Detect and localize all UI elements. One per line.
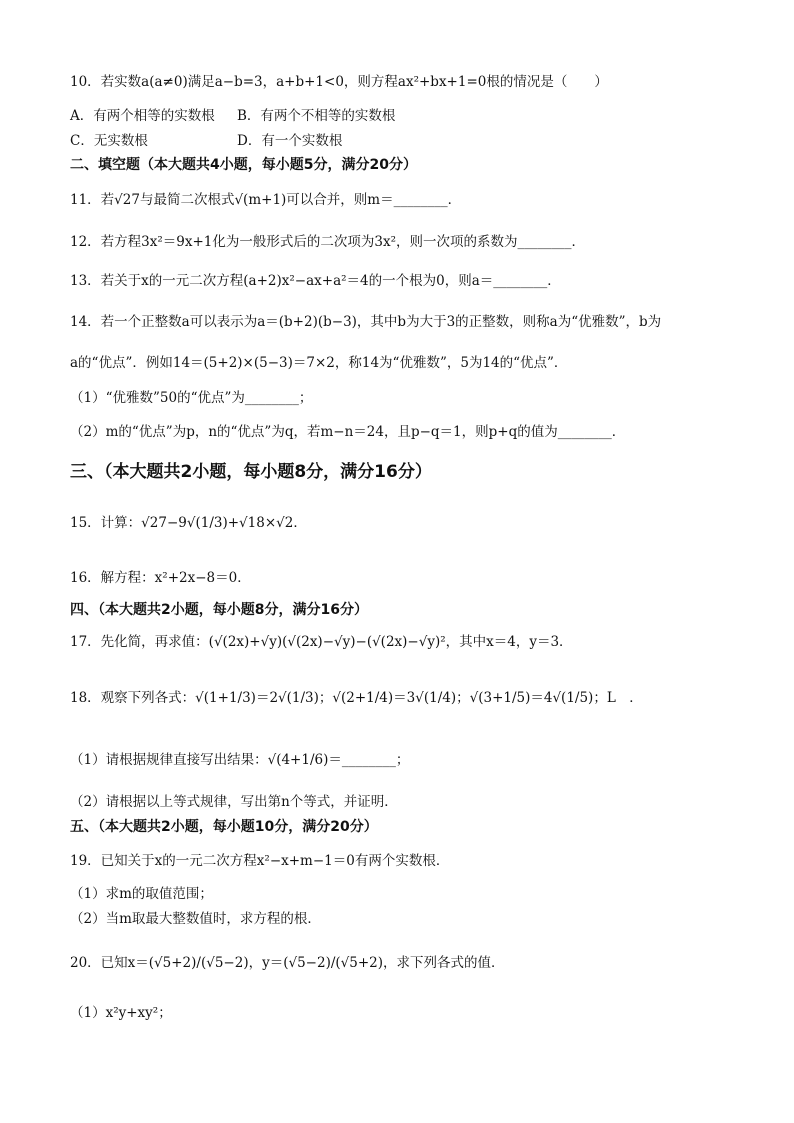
section-5-heading: 五、（本大题共2小题，每小题10分，满分20分） xyxy=(70,819,378,835)
question-17: 17．先化简，再求值：(√(2x)+√y)(√(2x)−√y)−(√(2x)−√y)²，其中x＝4，y＝3． xyxy=(70,634,573,650)
question-14-line-1: 14．若一个正整数a可以表示为a＝(b+2)(b−3)，其中b为大于3的正整数，则称a为“优雅数”，b为 xyxy=(70,314,662,330)
q10-option-c: C．无实数根 xyxy=(70,133,148,149)
question-10: 10．若实数a(a≠0)满足a−b=3，a+b+1<0，则方程ax²+bx+1=0根的情况是（ ） xyxy=(70,74,608,90)
question-12: 12．若方程3x²＝9x+1化为一般形式后的二次项为3x²，则一次项的系数为________． xyxy=(70,234,586,250)
question-19: 19．已知关于x的一元二次方程x²−x+m−1＝0有两个实数根． xyxy=(70,853,450,869)
question-14-part-2: （2）m的“优点”为p，n的“优点”为q，若m−n＝24，且p−q＝1，则p+q的值为________． xyxy=(70,424,626,440)
q10-option-a: A．有两个相等的实数根 xyxy=(70,108,215,124)
q10-option-d: D．有一个实数根 xyxy=(237,133,343,149)
question-16: 16．解方程：x²+2x−8＝0． xyxy=(70,570,251,586)
question-11: 11．若√27与最简二次根式√(m+1)可以合并，则m＝________． xyxy=(70,192,462,208)
question-13: 13．若关于x的一元二次方程(a+2)x²−ax+a²＝4的一个根为0，则a＝________． xyxy=(70,273,561,289)
question-19-part-2: （2）当m取最大整数值时，求方程的根． xyxy=(70,911,321,927)
question-20: 20．已知x＝(√5+2)/(√5−2)，y＝(√5−2)/(√5+2)，求下列各式的值． xyxy=(70,955,505,971)
section-3-heading: 三、（本大题共2小题，每小题8分，满分16分） xyxy=(70,462,432,482)
section-4-heading: 四、（本大题共2小题，每小题8分，满分16分） xyxy=(70,602,368,618)
section-2-heading: 二、填空题（本大题共4小题，每小题5分，满分20分） xyxy=(70,157,417,173)
question-18-part-2: （2）请根据以上等式规律，写出第n个等式，并证明． xyxy=(70,794,398,810)
question-20-part-1: （1）x²y+xy²； xyxy=(70,1005,172,1021)
q10-option-b: B．有两个不相等的实数根 xyxy=(237,108,396,124)
question-14-line-2: a的“优点”．例如14＝(5+2)×(5−3)＝7×2，称14为“优雅数”，5为14的“优点”． xyxy=(70,355,568,371)
question-18-part-1: （1）请根据规律直接写出结果：√(4+1/6)＝________； xyxy=(70,752,410,768)
question-14-part-1: （1）“优雅数”50的“优点”为________； xyxy=(70,390,313,406)
question-18: 18．观察下列各式：√(1+1/3)＝2√(1/3)；√(2+1/4)＝3√(1/4)；√(3+1/5)＝4√(1/5)；L ． xyxy=(70,690,643,706)
question-19-part-1: （1）求m的取值范围； xyxy=(70,886,213,902)
question-15: 15．计算：√27−9√(1/3)+√18×√2． xyxy=(70,515,307,531)
